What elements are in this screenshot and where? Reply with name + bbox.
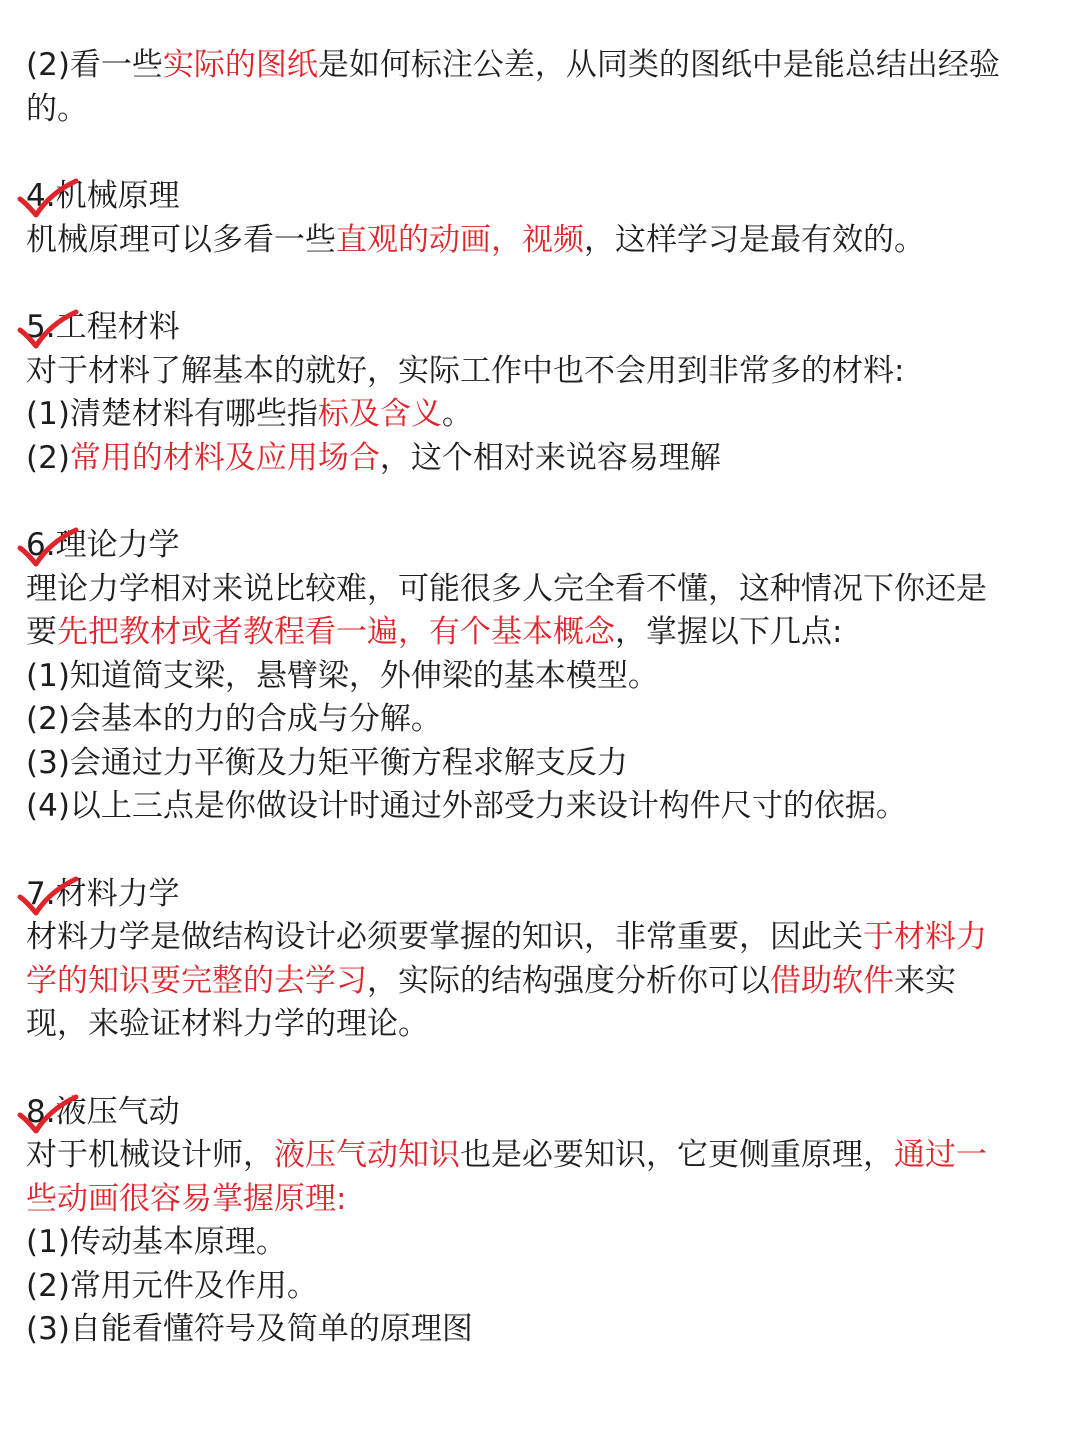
- text-line: [26, 1003, 1056, 1047]
- text-segment: 理论力学相对来说比较难，可能很多人完全看不懂，这种情况下你还是: [26, 570, 987, 607]
- red-checkmark-icon: [16, 310, 80, 354]
- text-segment: 。: [441, 396, 473, 432]
- text-line: [26, 88, 1056, 132]
- text-segment: ，这个相对来说容易理解: [379, 439, 721, 476]
- text-segment: ，实际的结构强度分析你可以: [367, 962, 770, 999]
- section-spacer: [26, 1047, 1056, 1091]
- text-line: [26, 698, 1056, 742]
- highlighted-text: 实际的图纸: [162, 47, 318, 83]
- text-segment: (2)看一些: [26, 47, 163, 83]
- text-line: [26, 437, 1056, 481]
- highlighted-text: 于材料力: [863, 919, 987, 955]
- text-segment: 对于材料了解基本的就好，实际工作中也不会用到非常多的材料:: [26, 352, 905, 389]
- highlighted-text: 学的知识要完整的去学习: [26, 962, 367, 999]
- section-heading: [26, 524, 1056, 568]
- section-heading-text: 5.工程材料: [26, 309, 180, 345]
- text-segment: (2): [26, 439, 70, 476]
- text-segment: 是如何标注公差，从同类的图纸中是能总结出经验: [317, 47, 1000, 83]
- text-line: [26, 219, 1056, 263]
- text-segment: 要: [26, 614, 57, 650]
- highlighted-text: 借助软件: [770, 962, 894, 999]
- section-heading-text: 8.液压气动: [26, 1093, 180, 1130]
- text-line: [26, 1221, 1056, 1265]
- text-segment: (1)知道简支梁，悬臂梁，外伸梁的基本模型。: [26, 657, 659, 694]
- text-line: [26, 1134, 1056, 1178]
- section-heading: [26, 175, 1056, 219]
- red-checkmark-icon: [16, 1095, 80, 1139]
- text-segment: 对于机械设计师，: [26, 1137, 274, 1173]
- section-heading-text: 7.材料力学: [26, 875, 180, 912]
- section-5: [26, 1091, 1056, 1352]
- section-1: [26, 175, 1056, 262]
- highlighted-text: 常用的材料及应用场合: [69, 439, 380, 476]
- section-heading: [26, 873, 1056, 917]
- section-heading: [26, 306, 1056, 350]
- text-line: [26, 785, 1056, 829]
- red-checkmark-icon: [16, 179, 80, 223]
- section-spacer: [26, 480, 1056, 524]
- section-spacer: [26, 131, 1056, 175]
- text-segment: (2)会基本的力的合成与分解。: [26, 701, 442, 737]
- text-line: [26, 1178, 1056, 1222]
- text-segment: (2)常用元件及作用。: [26, 1267, 318, 1304]
- text-line: [26, 1308, 1056, 1352]
- highlighted-text: 液压气动知识: [274, 1137, 460, 1173]
- section-4: [26, 873, 1056, 1047]
- text-segment: (4)以上三点是你做设计时通过外部受力来设计构件尺寸的依据。: [26, 788, 907, 824]
- text-line: [26, 393, 1056, 437]
- section-heading: [26, 1091, 1056, 1135]
- text-segment: (3)自能看懂符号及简单的原理图: [26, 1311, 473, 1347]
- red-checkmark-icon: [16, 877, 80, 921]
- text-line: [26, 568, 1056, 612]
- text-segment: 的。: [26, 90, 88, 127]
- text-line: [26, 742, 1056, 786]
- text-segment: ，掌握以下几点:: [615, 614, 843, 650]
- text-segment: 材料力学是做结构设计必须要掌握的知识，非常重要，因此关: [26, 919, 863, 955]
- red-checkmark-icon: [16, 528, 80, 572]
- text-segment: (1)清楚材料有哪些指: [26, 396, 318, 432]
- text-segment: (3)会通过力平衡及力矩平衡方程求解支反力: [26, 744, 628, 781]
- section-spacer: [26, 262, 1056, 306]
- text-line: [26, 1265, 1056, 1309]
- text-segment: 也是必要知识，它更侧重原理，: [460, 1137, 894, 1173]
- section-spacer: [26, 829, 1056, 873]
- highlighted-text: 通过一: [894, 1137, 987, 1173]
- highlighted-text: 先把教材或者教程看一遍，有个基本概念: [57, 614, 615, 650]
- highlighted-text: 些动画很容易掌握原理:: [26, 1180, 347, 1217]
- text-segment: 现，来验证材料力学的理论。: [26, 1006, 429, 1042]
- text-line: [26, 350, 1056, 394]
- text-segment: 来实: [894, 962, 956, 999]
- text-segment: (1)传动基本原理。: [26, 1224, 287, 1260]
- text-line: [26, 611, 1056, 655]
- text-line: [26, 655, 1056, 699]
- text-line: [26, 44, 1056, 88]
- section-3: [26, 524, 1056, 829]
- text-segment: 机械原理可以多看一些: [26, 221, 336, 258]
- section-heading-text: 4.机械原理: [26, 178, 180, 214]
- highlighted-text: 标及含义: [317, 396, 442, 432]
- highlighted-text: 直观的动画，视频: [336, 221, 584, 258]
- section-2: [26, 306, 1056, 480]
- section-heading-text: 6.理论力学: [26, 527, 180, 563]
- article-body: [26, 44, 1056, 1352]
- text-line: [26, 916, 1056, 960]
- text-line: [26, 960, 1056, 1004]
- intro-section: [26, 44, 1056, 131]
- text-segment: ，这样学习是最有效的。: [584, 221, 925, 258]
